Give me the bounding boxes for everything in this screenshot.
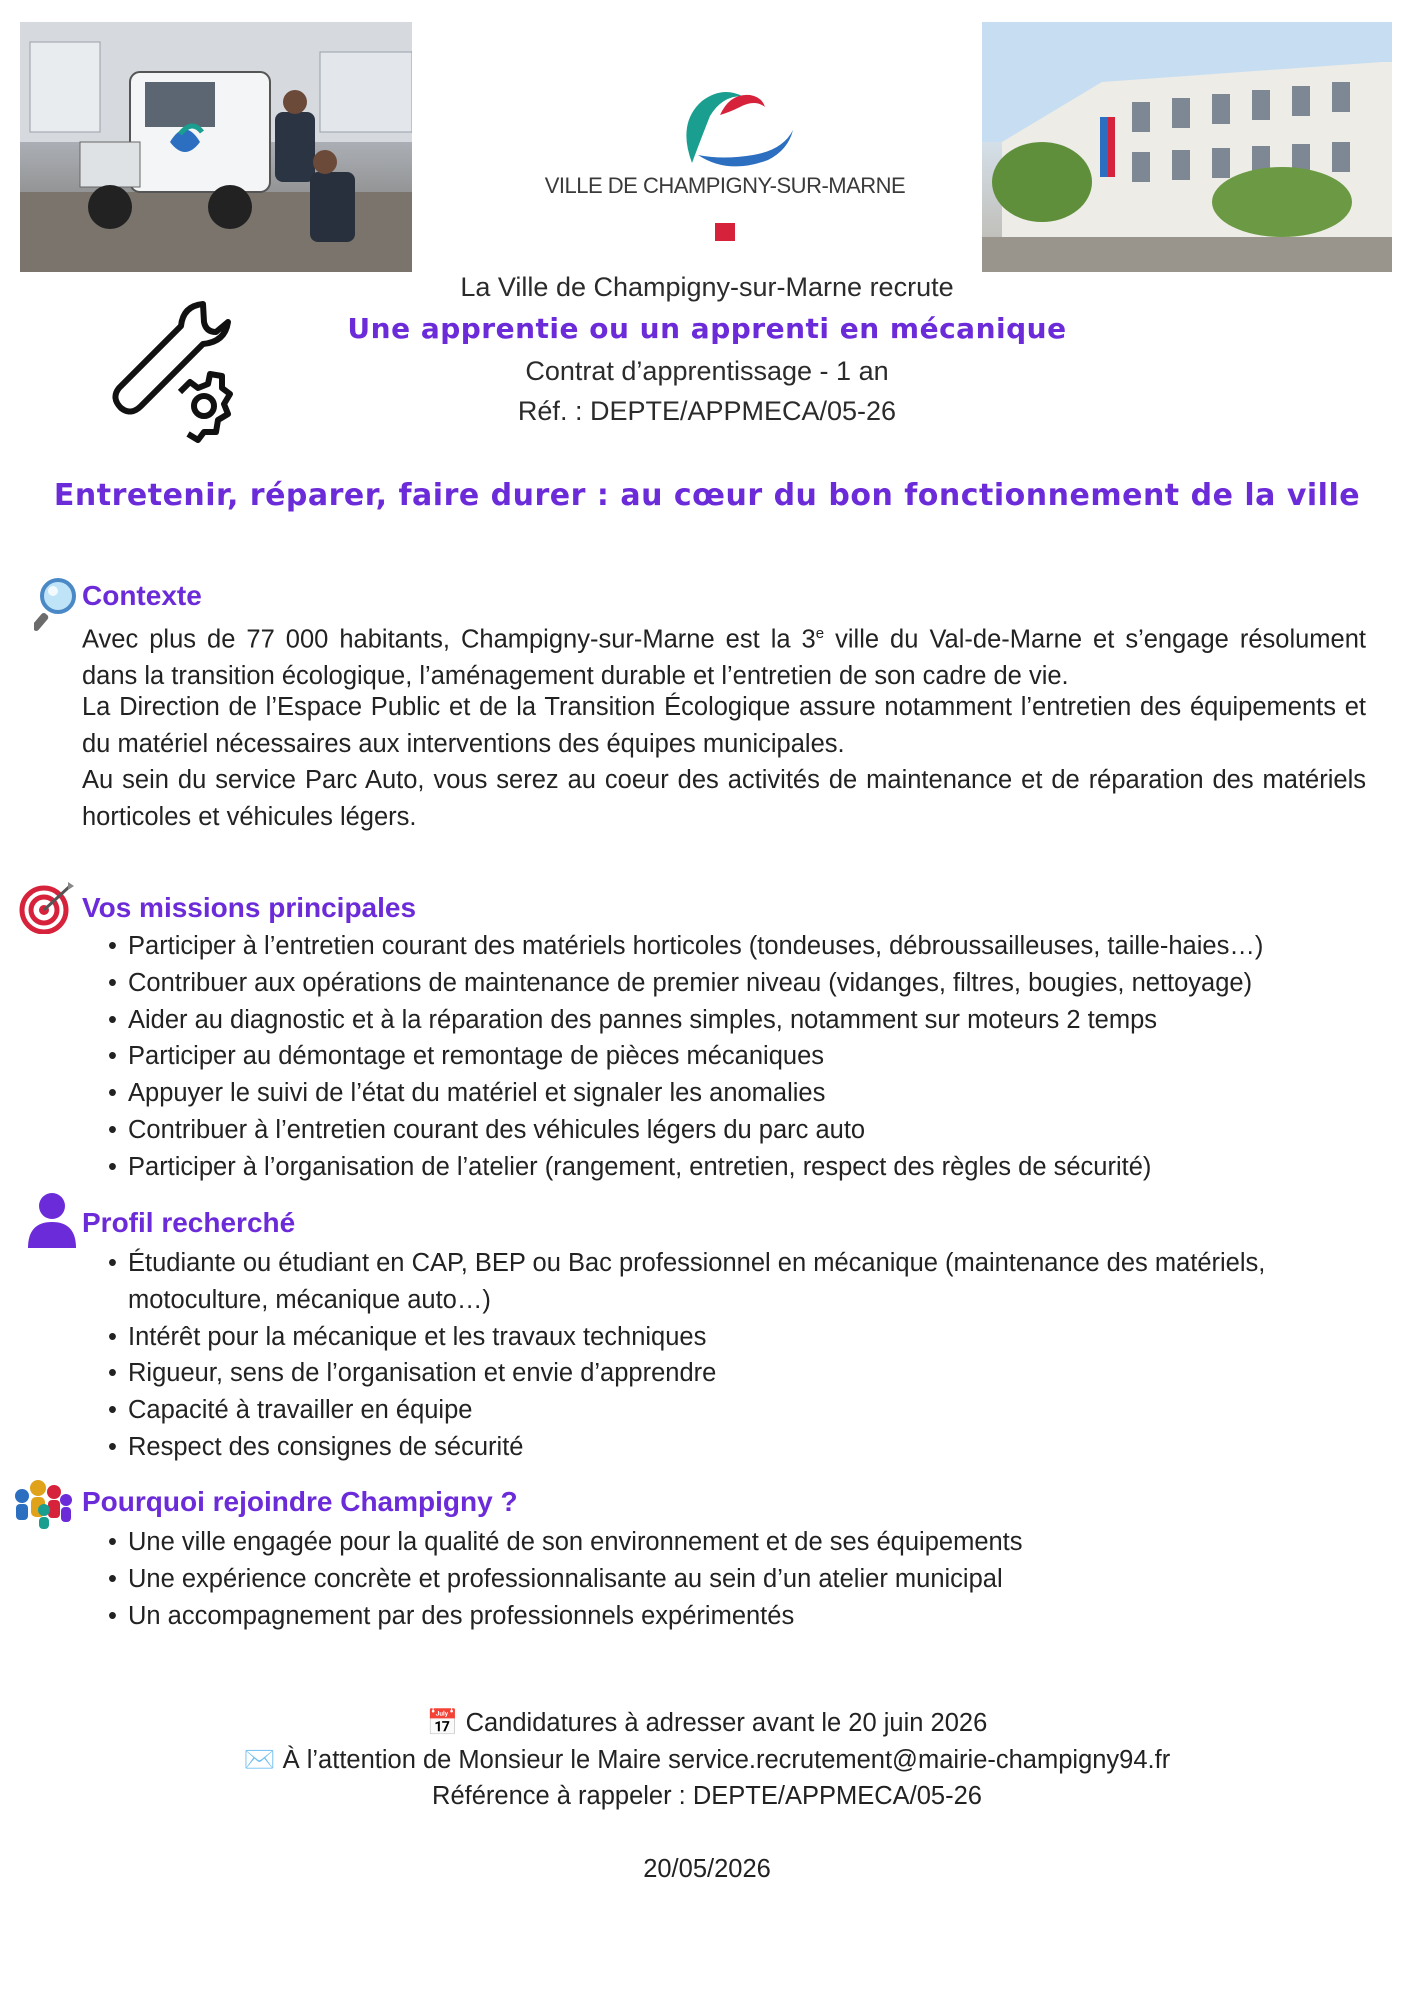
- job-reference: Réf. : DEPTE/APPMECA/05-26: [517, 396, 897, 426]
- contact-line: [0, 1745, 1414, 1775]
- team-people-icon: [10, 1474, 76, 1530]
- list-item: • Respect des consignes de sécurité: [108, 1429, 1378, 1466]
- logo-mark-icon: [520, 45, 930, 175]
- person-icon: [26, 1192, 78, 1248]
- deadline-line: [0, 1708, 1414, 1738]
- publication-date: 20/05/2026: [643, 1855, 771, 1883]
- context-paragraph-3: Au sein du service Parc Auto, vous serez au coeur des activités de maintenance et de réparation des matériels horticoles et véhicules légers.: [82, 766, 1366, 831]
- deadline-text: Candidatures à adresser avant le 20 juin 2026: [465, 1709, 988, 1737]
- list-item: • Participer à l’organisation de l’atelier (rangement, entretien, respect des règles de sécurité): [108, 1149, 1378, 1186]
- list-item: • Contribuer aux opérations de maintenance de premier niveau (vidanges, filtres, bougies, nettoyage): [108, 965, 1378, 1002]
- missions-list: [108, 928, 1378, 1186]
- section-title-why: Pourquoi rejoindre Champigny ?: [82, 1486, 518, 1517]
- list-item: • Appuyer le suivi de l’état du matériel et signaler les anomalies: [108, 1075, 1378, 1112]
- section-title-missions: Vos missions principales: [82, 892, 417, 923]
- why-list: [108, 1524, 1378, 1634]
- logo-red-square: [715, 223, 735, 241]
- list-item: • Intérêt pour la mécanique et les travaux techniques: [108, 1319, 1378, 1356]
- town-hall-photo: [982, 22, 1392, 272]
- context-paragraph-2: La Direction de l’Espace Public et de la Transition Écologique assure notamment l’entretien des équipements et du matériel nécessaires aux interventions des équipes municipales.: [82, 693, 1366, 758]
- section-title-profile: Profil recherché: [82, 1207, 296, 1238]
- list-item: • Contribuer à l’entretien courant des véhicules légers du parc auto: [108, 1112, 1378, 1149]
- magnifier-icon: [34, 576, 78, 634]
- workshop-photo: [20, 22, 412, 272]
- list-item: • Étudiante ou étudiant en CAP, BEP ou Bac professionnel en mécanique (maintenance des matériels, motoculture, mécanique auto…): [108, 1245, 1378, 1319]
- list-item: • Aider au diagnostic et à la réparation des pannes simples, notamment sur moteurs 2 temps: [108, 1002, 1378, 1039]
- job-title: Une apprentie ou un apprenti en mécanique: [347, 312, 1067, 345]
- tagline: Entretenir, réparer, faire durer : au cœur du bon fonctionnement de la ville: [53, 478, 1361, 513]
- list-item: • Rigueur, sens de l’organisation et envie d’apprendre: [108, 1355, 1378, 1392]
- context-paragraph-1: Avec plus de 77 000 habitants, Champigny-sur-Marne est la 3e ville du Val-de-Marne et s’engage résolument dans la transition écologique, l’aménagement durable et l’entretien de son cadre de vie.: [82, 625, 1366, 690]
- reference-reminder: Référence à rappeler : DEPTE/APPMECA/05-26: [432, 1782, 982, 1810]
- list-item: • Un accompagnement par des professionnels expérimentés: [108, 1598, 1378, 1635]
- contract-type: Contrat d’apprentissage - 1 an: [525, 356, 889, 386]
- list-item: • Une expérience concrète et professionnalisante au sein d’un atelier municipal: [108, 1561, 1378, 1598]
- list-item: • Une ville engagée pour la qualité de son environnement et de ses équipements: [108, 1524, 1378, 1561]
- logo-wordmark: VILLE DE CHAMPIGNY-SUR-MARNE: [544, 173, 906, 198]
- calendar-icon: 📅: [426, 1709, 459, 1737]
- envelope-icon: ✉️: [243, 1746, 276, 1774]
- list-item: • Capacité à travailler en équipe: [108, 1392, 1378, 1429]
- org-line: La Ville de Champigny-sur-Marne recrute: [460, 272, 954, 302]
- section-title-context: Contexte: [82, 580, 202, 611]
- contact-text[interactable]: À l’attention de Monsieur le Maire service.recrutement@mairie-champigny94.fr: [282, 1746, 1171, 1774]
- profile-list: [108, 1245, 1378, 1466]
- target-icon: [18, 880, 76, 934]
- city-logo: [520, 45, 930, 245]
- list-item: • Participer à l’entretien courant des matériels horticoles (tondeuses, débroussailleuses, taille-haies…): [108, 928, 1378, 965]
- list-item: • Participer au démontage et remontage de pièces mécaniques: [108, 1038, 1378, 1075]
